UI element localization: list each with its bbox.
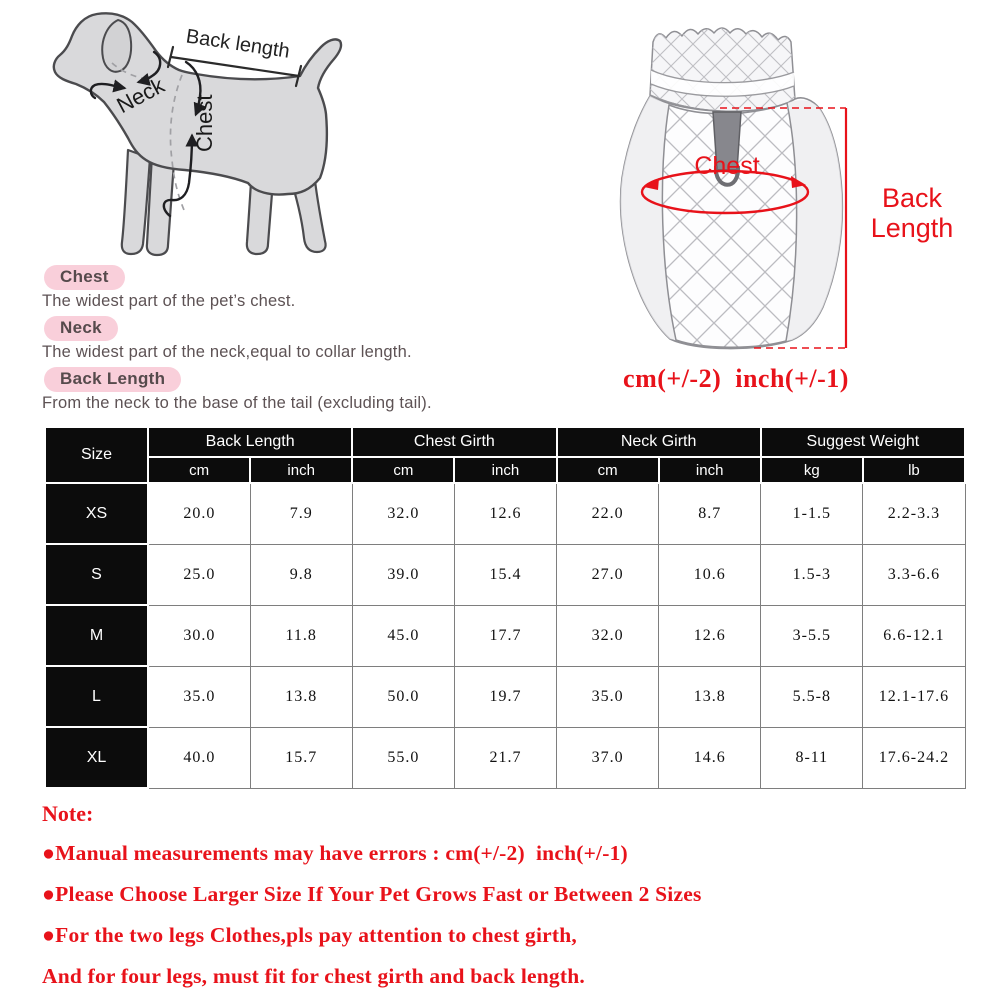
value-cell: 3-5.5 [761, 605, 863, 666]
table-row-l [45, 666, 965, 727]
value-cell: 3.3-6.6 [863, 544, 965, 605]
neck-description: The widest part of the neck,equal to collar length. [42, 343, 412, 361]
value-cell: 13.8 [659, 666, 761, 727]
value-cell: 15.4 [454, 544, 556, 605]
size-cell: L [45, 666, 148, 727]
value-cell: 12.1-17.6 [863, 666, 965, 727]
value-cell: 17.7 [454, 605, 556, 666]
suggest-weight-group-header: Suggest Weight [761, 427, 965, 457]
value-cell: 6.6-12.1 [863, 605, 965, 666]
value-cell: 35.0 [148, 666, 250, 727]
back-length-description: From the neck to the base of the tail (excluding tail). [42, 394, 432, 412]
value-cell: 13.8 [250, 666, 352, 727]
value-cell: 12.6 [454, 483, 556, 544]
vest-chest-label: Chest [694, 152, 760, 180]
value-cell: 1.5-3 [761, 544, 863, 605]
value-cell: 8.7 [659, 483, 761, 544]
value-cell: 30.0 [148, 605, 250, 666]
value-cell: 14.6 [659, 727, 761, 788]
value-cell: 39.0 [352, 544, 454, 605]
note-line: And for four legs, must fit for chest girth and back length. [42, 964, 585, 988]
note-line: ●Please Choose Larger Size If Your Pet Grows Fast or Between 2 Sizes [42, 882, 702, 906]
value-cell: 12.6 [659, 605, 761, 666]
definition-neck [42, 316, 412, 362]
table-header-row-units [45, 457, 965, 483]
value-cell: 17.6-24.2 [863, 727, 965, 788]
table-row-xs [45, 483, 965, 544]
value-cell: 10.6 [659, 544, 761, 605]
value-cell: 7.9 [250, 483, 352, 544]
unit-header: cm [352, 457, 454, 483]
vest-diagram [595, 5, 995, 360]
note-line: ●Manual measurements may have errors : cm(+/-2) inch(+/-1) [42, 841, 628, 865]
value-cell: 37.0 [557, 727, 659, 788]
value-cell: 55.0 [352, 727, 454, 788]
value-cell: 32.0 [557, 605, 659, 666]
notes-title: Note: [42, 801, 94, 826]
value-cell: 27.0 [557, 544, 659, 605]
value-cell: 21.7 [454, 727, 556, 788]
definition-back-length [42, 367, 432, 413]
size-header-cell: Size [45, 427, 148, 483]
value-cell: 19.7 [454, 666, 556, 727]
size-table [44, 426, 966, 789]
value-cell: 20.0 [148, 483, 250, 544]
table-header-row-groups [45, 427, 965, 457]
value-cell: 40.0 [148, 727, 250, 788]
value-cell: 9.8 [250, 544, 352, 605]
table-row-m [45, 605, 965, 666]
value-cell: 45.0 [352, 605, 454, 666]
chest-girth-group-header: Chest Girth [352, 427, 556, 457]
size-cell: XL [45, 727, 148, 788]
definition-chest [42, 265, 295, 311]
value-cell: 35.0 [557, 666, 659, 727]
dog-neck-label: Neck [112, 72, 169, 119]
neck-girth-group-header: Neck Girth [557, 427, 761, 457]
size-cell: S [45, 544, 148, 605]
unit-header: kg [761, 457, 863, 483]
chest-description: The widest part of the pet’s chest. [42, 292, 296, 310]
value-cell: 50.0 [352, 666, 454, 727]
value-cell: 2.2-3.3 [863, 483, 965, 544]
notes-section [42, 801, 972, 1000]
unit-header: inch [250, 457, 352, 483]
dog-measurement-diagram [25, 5, 370, 275]
value-cell: 5.5-8 [761, 666, 863, 727]
vest-back-length-label-line1: Back [881, 183, 943, 213]
size-cell: M [45, 605, 148, 666]
value-cell: 11.8 [250, 605, 352, 666]
back-length-group-header: Back Length [148, 427, 352, 457]
tolerance-heading: cm(+/-2) inch(+/-1) [623, 364, 849, 393]
unit-header: inch [454, 457, 556, 483]
chest-pill: Chest [44, 265, 125, 290]
value-cell: 22.0 [557, 483, 659, 544]
value-cell: 1-1.5 [761, 483, 863, 544]
size-cell: XS [45, 483, 148, 544]
table-row-s [45, 544, 965, 605]
value-cell: 15.7 [250, 727, 352, 788]
unit-header: lb [863, 457, 965, 483]
dog-chest-label: Chest [192, 94, 217, 152]
value-cell: 8-11 [761, 727, 863, 788]
value-cell: 25.0 [148, 544, 250, 605]
unit-header: cm [148, 457, 250, 483]
vest-collar-quilting [650, 28, 795, 111]
dog-back-length-label: Back length [184, 25, 292, 63]
unit-header: inch [659, 457, 761, 483]
vest-back-length-label-line2: Length [870, 213, 954, 243]
value-cell: 32.0 [352, 483, 454, 544]
unit-header: cm [557, 457, 659, 483]
note-line: ●For the two legs Clothes,pls pay attention to chest girth, [42, 923, 577, 947]
neck-pill: Neck [44, 316, 118, 341]
back-length-pill: Back Length [44, 367, 181, 392]
table-row-xl [45, 727, 965, 788]
